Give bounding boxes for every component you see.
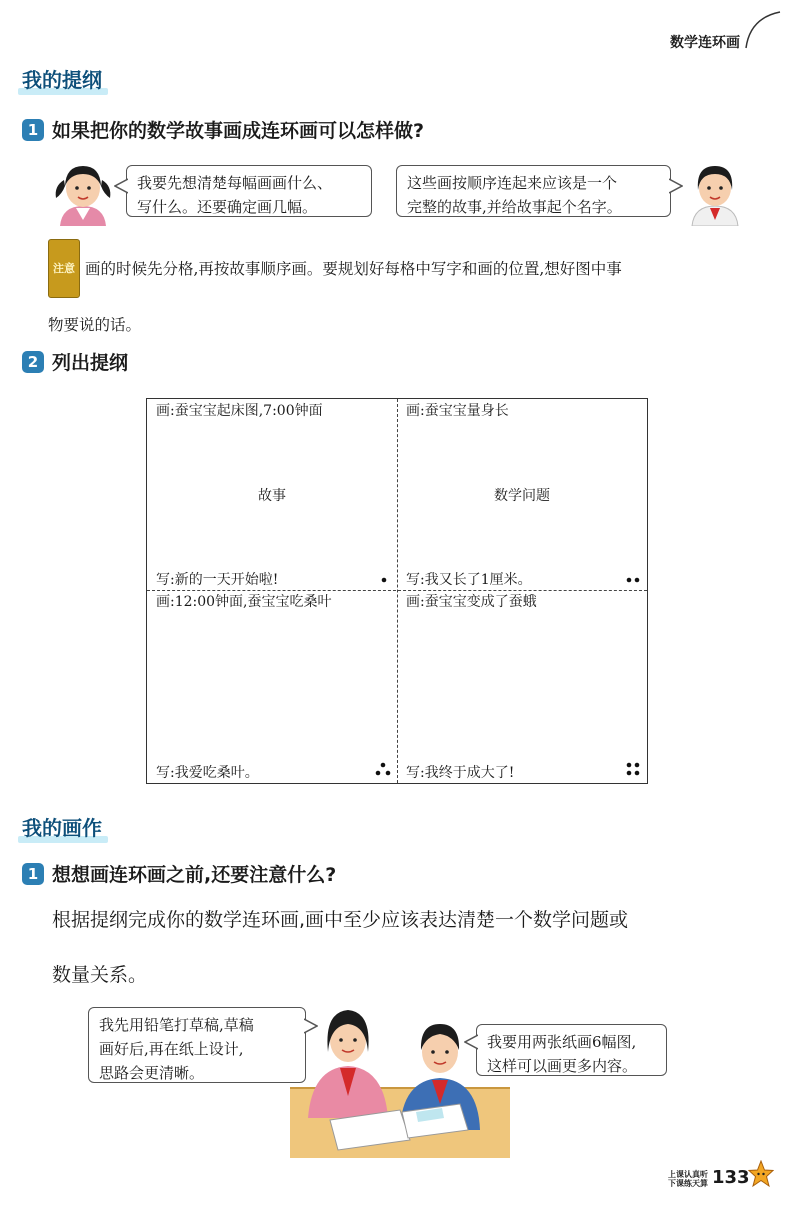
star-mascot-icon [748, 1160, 774, 1188]
cell-draw-text: 画:12:00钟面,蚕宝宝吃桑叶 [156, 594, 332, 610]
note-tag: 注意 [48, 239, 80, 298]
question-1-artwork [22, 860, 336, 887]
footer-slogan [668, 1170, 708, 1188]
children-drawing-illustration [290, 1000, 510, 1158]
cell-draw-text: 画:蚕宝宝起床图,7:00钟面 [156, 403, 323, 419]
speech-line: 我先用铅笔打草稿,草稿 [99, 1016, 254, 1034]
speech-line: 这些画按顺序连起来应该是一个 [407, 174, 618, 192]
page-number: 133 [712, 1167, 750, 1188]
speech-line: 我要先想清楚每幅画画什么、 [137, 174, 333, 192]
note-line: 物要说的话。 [48, 316, 142, 334]
outline-cell [397, 590, 647, 783]
speech-line: 画好后,再在纸上设计, [99, 1040, 244, 1058]
cell-write-text: 写:新的一天开始啦! [156, 572, 279, 588]
speech-line: 写什么。还要确定画几幅。 [137, 198, 318, 216]
speech-line: 思路会更清晰。 [99, 1064, 205, 1082]
section-heading-text: 我的画作 [22, 816, 102, 840]
girl-avatar-icon [686, 160, 744, 226]
slogan-line: 下课练天算 [668, 1179, 708, 1188]
question-number-badge: 2 [22, 351, 44, 373]
instruction-paragraph [52, 893, 772, 1003]
dice-three-icon [375, 761, 391, 777]
speech-line: 我要用两张纸画6幅图, [487, 1033, 637, 1051]
bubble-tail [464, 1034, 478, 1050]
question-2 [22, 348, 128, 375]
speech-bubble-girl [126, 165, 372, 217]
section-heading-artwork [22, 812, 102, 841]
speech-line: 完整的故事,并给故事起个名字。 [407, 198, 622, 216]
dice-four-icon [625, 761, 641, 777]
question-1 [22, 116, 424, 143]
header-title: 数学连环画 [670, 35, 740, 51]
question-text: 如果把你的数学故事画成连环画可以怎样做? [52, 120, 425, 142]
note-line: 画的时候先分格,再按故事顺序画。要规划好每格中写字和画的位置,想好图中事 [84, 260, 622, 278]
header-corner-line [742, 10, 782, 50]
note-paragraph [48, 239, 768, 353]
slogan-line: 上课认真听 [668, 1170, 708, 1179]
speech-bubble-boy [476, 1024, 667, 1076]
cell-write-text: 写:我终于成大了! [406, 765, 515, 781]
instruction-line: 根据提纲完成你的数学连环画,画中至少应该表达清楚一个数学问题或 [52, 909, 629, 931]
dice-one-icon [377, 570, 391, 584]
instruction-line: 数量关系。 [52, 964, 148, 986]
outline-cell [147, 399, 397, 590]
speech-bubble-girl-drawing [88, 1007, 306, 1083]
cell-draw-text: 画:蚕宝宝变成了蚕蛾 [406, 594, 537, 610]
section-heading-outline [22, 64, 102, 93]
cell-write-text: 写:我又长了1厘米。 [406, 572, 532, 588]
bubble-tail [114, 178, 128, 194]
section-heading-text: 我的提纲 [22, 68, 102, 92]
cell-label: 故事 [258, 488, 286, 504]
outline-cell [397, 399, 647, 590]
question-text: 想想画连环画之前,还要注意什么? [52, 864, 337, 886]
question-text: 列出提纲 [52, 352, 129, 374]
dice-two-icon [625, 570, 641, 584]
outline-grid [146, 398, 648, 784]
bubble-tail [669, 178, 683, 194]
outline-cell [147, 590, 397, 783]
girl-avatar-icon [52, 160, 114, 226]
bubble-tail [304, 1018, 318, 1034]
question-number-badge: 1 [22, 863, 44, 885]
cell-write-text: 写:我爱吃桑叶。 [156, 765, 259, 781]
speech-line: 这样可以画更多内容。 [487, 1057, 638, 1075]
question-number-badge: 1 [22, 119, 44, 141]
speech-bubble-girl-2 [396, 165, 671, 217]
cell-label: 数学问题 [494, 488, 550, 504]
cell-draw-text: 画:蚕宝宝量身长 [406, 403, 509, 419]
